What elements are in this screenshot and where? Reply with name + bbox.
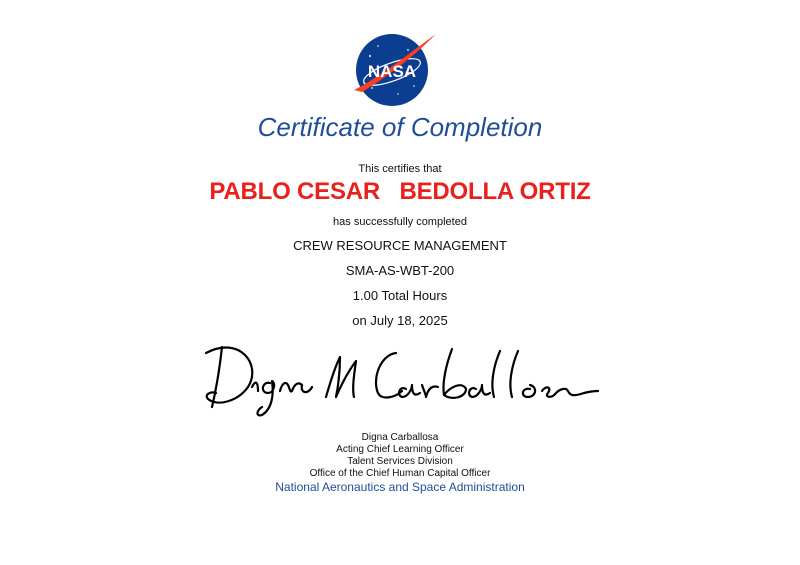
agency-name: National Aeronautics and Space Administration (275, 480, 525, 494)
certifies-text: This certifies that (358, 163, 442, 175)
signature-text: Digna M Carballosa (200, 335, 209, 336)
signatory-name: Digna Carballosa (361, 432, 439, 443)
completion-date: on July 18, 2025 (352, 313, 448, 328)
nasa-logo-icon (348, 28, 438, 110)
certificate-title: Certificate of Completion (257, 112, 543, 142)
nasa-logo-text: NASA (367, 62, 417, 81)
signatory-division: Talent Services Division (347, 456, 453, 467)
course-code: SMA-AS-WBT-200 (345, 263, 455, 278)
signatory-office: Office of the Chief Human Capital Officer (309, 468, 491, 479)
completed-text: has successfully completed (333, 216, 467, 228)
course-hours: 1.00 Total Hours (352, 288, 448, 303)
signatory-title: Acting Chief Learning Officer (336, 444, 464, 455)
course-name: CREW RESOURCE MANAGEMENT (293, 238, 507, 253)
signature-image (200, 335, 600, 425)
recipient-name: PABLO CESAR BEDOLLA ORTIZ (209, 178, 591, 205)
